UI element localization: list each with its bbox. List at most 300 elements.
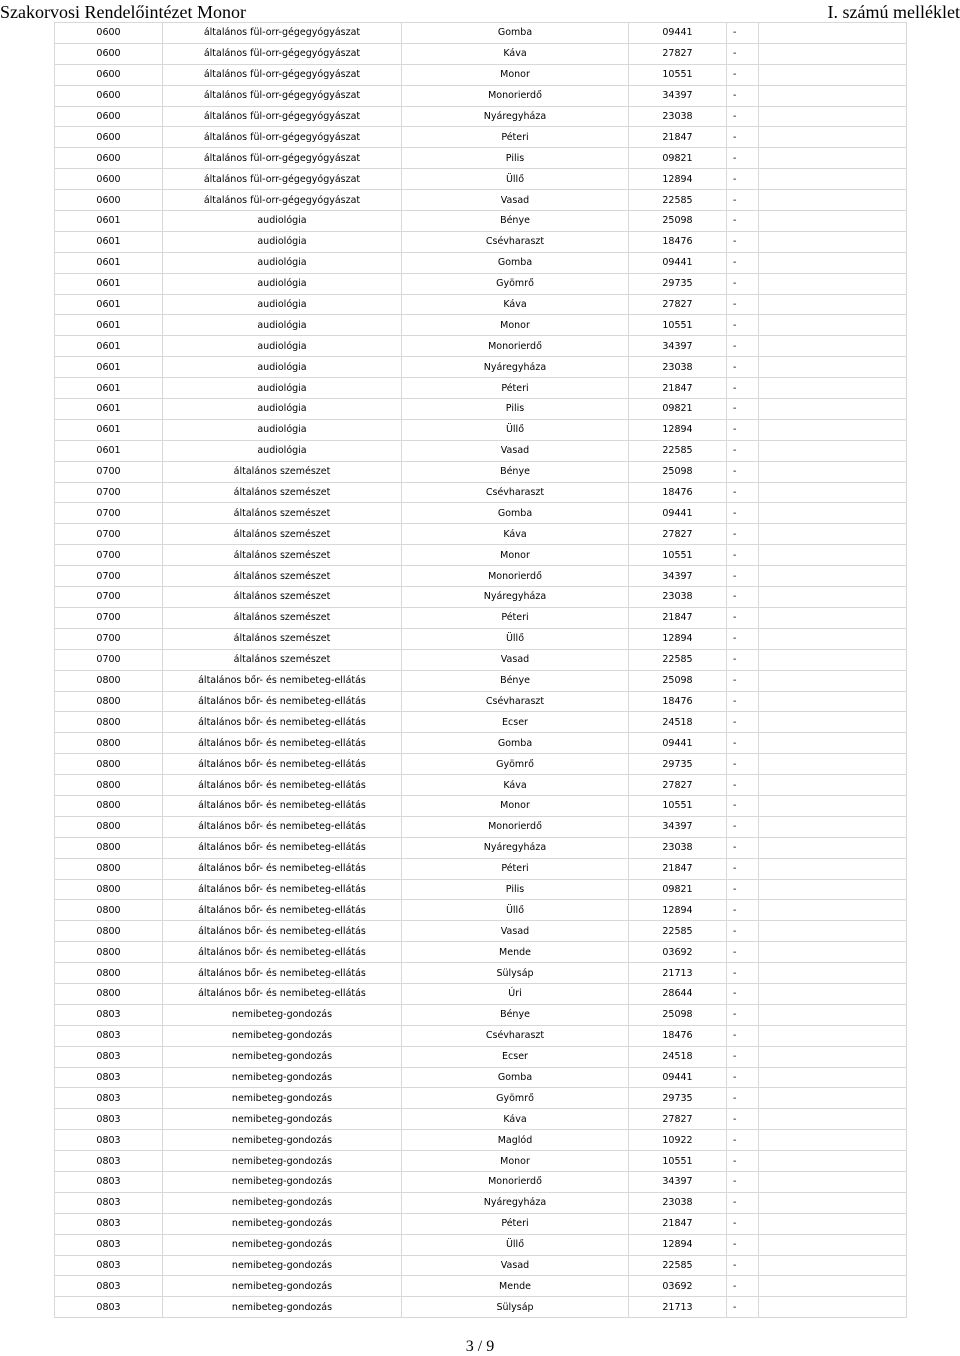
town-code-cell: 25098 <box>629 1004 727 1025</box>
table-row <box>55 419 907 440</box>
town-cell: Üllő <box>402 1234 629 1255</box>
service-code-cell: 0700 <box>55 628 163 649</box>
specialty-cell: általános bőr- és nemibeteg-ellátás <box>163 963 402 984</box>
empty-cell <box>759 963 907 984</box>
specialty-cell: általános bőr- és nemibeteg-ellátás <box>163 900 402 921</box>
specialty-cell: általános szemészet <box>163 566 402 587</box>
table-row <box>55 399 907 420</box>
dash-cell: - <box>727 190 759 211</box>
dash-cell: - <box>727 1255 759 1276</box>
table-row <box>55 733 907 754</box>
service-code-cell: 0803 <box>55 1130 163 1151</box>
table-row <box>55 942 907 963</box>
table-row <box>55 963 907 984</box>
specialty-cell: általános bőr- és nemibeteg-ellátás <box>163 795 402 816</box>
table-row <box>55 775 907 796</box>
town-code-cell: 12894 <box>629 169 727 190</box>
dash-cell: - <box>727 378 759 399</box>
town-code-cell: 10551 <box>629 545 727 566</box>
specialty-cell: nemibeteg-gondozás <box>163 1151 402 1172</box>
specialty-cell: nemibeteg-gondozás <box>163 1171 402 1192</box>
dash-cell: - <box>727 587 759 608</box>
dash-cell: - <box>727 1192 759 1213</box>
specialty-cell: nemibeteg-gondozás <box>163 1297 402 1318</box>
empty-cell <box>759 23 907 44</box>
specialty-cell: általános bőr- és nemibeteg-ellátás <box>163 712 402 733</box>
town-code-cell: 23038 <box>629 837 727 858</box>
specialty-cell: általános bőr- és nemibeteg-ellátás <box>163 858 402 879</box>
empty-cell <box>759 691 907 712</box>
empty-cell <box>759 252 907 273</box>
empty-cell <box>759 607 907 628</box>
dash-cell: - <box>727 211 759 232</box>
town-code-cell: 10922 <box>629 1130 727 1151</box>
town-cell: Gomba <box>402 252 629 273</box>
empty-cell <box>759 942 907 963</box>
specialty-cell: általános szemészet <box>163 461 402 482</box>
town-code-cell: 10551 <box>629 64 727 85</box>
empty-cell <box>759 336 907 357</box>
service-code-cell: 0800 <box>55 921 163 942</box>
town-cell: Ecser <box>402 712 629 733</box>
town-cell: Péteri <box>402 378 629 399</box>
town-code-cell: 23038 <box>629 587 727 608</box>
town-code-cell: 21847 <box>629 1213 727 1234</box>
specialty-cell: általános bőr- és nemibeteg-ellátás <box>163 879 402 900</box>
town-code-cell: 27827 <box>629 294 727 315</box>
town-code-cell: 09441 <box>629 1067 727 1088</box>
dash-cell: - <box>727 315 759 336</box>
service-code-cell: 0800 <box>55 837 163 858</box>
empty-cell <box>759 43 907 64</box>
specialty-cell: nemibeteg-gondozás <box>163 1088 402 1109</box>
dash-cell: - <box>727 127 759 148</box>
service-code-cell: 0800 <box>55 858 163 879</box>
table-row <box>55 1171 907 1192</box>
table-row <box>55 252 907 273</box>
specialty-cell: általános fül-orr-gégegyógyászat <box>163 127 402 148</box>
service-code-cell: 0803 <box>55 1004 163 1025</box>
table-row <box>55 1109 907 1130</box>
table-row <box>55 190 907 211</box>
table-row <box>55 607 907 628</box>
town-code-cell: 25098 <box>629 670 727 691</box>
empty-cell <box>759 211 907 232</box>
service-code-cell: 0800 <box>55 816 163 837</box>
table-row <box>55 1067 907 1088</box>
table-row <box>55 211 907 232</box>
service-code-cell: 0601 <box>55 378 163 399</box>
table-row <box>55 169 907 190</box>
dash-cell: - <box>727 1004 759 1025</box>
town-code-cell: 29735 <box>629 273 727 294</box>
town-code-cell: 18476 <box>629 231 727 252</box>
service-code-cell: 0600 <box>55 169 163 190</box>
specialty-cell: általános szemészet <box>163 545 402 566</box>
institution-name: Szakorvosi Rendelőintézet Monor <box>0 2 246 22</box>
specialty-cell: általános szemészet <box>163 503 402 524</box>
empty-cell <box>759 315 907 336</box>
service-code-cell: 0800 <box>55 754 163 775</box>
service-code-cell: 0800 <box>55 900 163 921</box>
town-code-cell: 23038 <box>629 106 727 127</box>
specialty-cell: audiológia <box>163 399 402 420</box>
town-cell: Bénye <box>402 1004 629 1025</box>
empty-cell <box>759 775 907 796</box>
town-code-cell: 21847 <box>629 378 727 399</box>
specialty-cell: audiológia <box>163 357 402 378</box>
dash-cell: - <box>727 858 759 879</box>
dash-cell: - <box>727 1171 759 1192</box>
town-code-cell: 12894 <box>629 628 727 649</box>
service-code-cell: 0600 <box>55 23 163 44</box>
town-code-cell: 09441 <box>629 23 727 44</box>
table-row <box>55 691 907 712</box>
service-code-cell: 0600 <box>55 127 163 148</box>
table-row <box>55 1276 907 1297</box>
specialty-cell: általános szemészet <box>163 482 402 503</box>
empty-cell <box>759 983 907 1004</box>
table-row <box>55 231 907 252</box>
town-code-cell: 34397 <box>629 566 727 587</box>
table-row <box>55 378 907 399</box>
dash-cell: - <box>727 231 759 252</box>
town-code-cell: 22585 <box>629 440 727 461</box>
table-row <box>55 357 907 378</box>
table-row <box>55 649 907 670</box>
town-code-cell: 29735 <box>629 1088 727 1109</box>
empty-cell <box>759 837 907 858</box>
specialty-cell: nemibeteg-gondozás <box>163 1025 402 1046</box>
table-row <box>55 23 907 44</box>
town-cell: Péteri <box>402 858 629 879</box>
town-cell: Gomba <box>402 503 629 524</box>
table-row <box>55 879 907 900</box>
service-code-cell: 0803 <box>55 1109 163 1130</box>
empty-cell <box>759 816 907 837</box>
dash-cell: - <box>727 1046 759 1067</box>
town-cell: Monorierdő <box>402 566 629 587</box>
town-cell: Gyömrő <box>402 754 629 775</box>
service-code-cell: 0600 <box>55 106 163 127</box>
table-row <box>55 64 907 85</box>
town-cell: Ecser <box>402 1046 629 1067</box>
empty-cell <box>759 169 907 190</box>
page-header <box>0 0 960 20</box>
empty-cell <box>759 482 907 503</box>
table-row <box>55 336 907 357</box>
town-cell: Monor <box>402 795 629 816</box>
specialty-cell: nemibeteg-gondozás <box>163 1255 402 1276</box>
town-cell: Vasad <box>402 190 629 211</box>
table-row <box>55 1088 907 1109</box>
table-row <box>55 1297 907 1318</box>
dash-cell: - <box>727 879 759 900</box>
town-cell: Csévharaszt <box>402 231 629 252</box>
service-code-cell: 0803 <box>55 1213 163 1234</box>
town-cell: Pilis <box>402 879 629 900</box>
dash-cell: - <box>727 691 759 712</box>
specialty-cell: általános szemészet <box>163 628 402 649</box>
town-code-cell: 21847 <box>629 127 727 148</box>
specialty-cell: általános bőr- és nemibeteg-ellátás <box>163 691 402 712</box>
dash-cell: - <box>727 294 759 315</box>
town-code-cell: 23038 <box>629 1192 727 1213</box>
dash-cell: - <box>727 1151 759 1172</box>
table-row <box>55 1004 907 1025</box>
service-code-cell: 0601 <box>55 315 163 336</box>
table-row <box>55 294 907 315</box>
empty-cell <box>759 545 907 566</box>
service-code-cell: 0800 <box>55 983 163 1004</box>
table-row <box>55 440 907 461</box>
dash-cell: - <box>727 23 759 44</box>
empty-cell <box>759 440 907 461</box>
town-code-cell: 22585 <box>629 921 727 942</box>
specialty-cell: nemibeteg-gondozás <box>163 1046 402 1067</box>
empty-cell <box>759 1109 907 1130</box>
town-code-cell: 28644 <box>629 983 727 1004</box>
town-code-cell: 09441 <box>629 733 727 754</box>
table-row <box>55 1025 907 1046</box>
dash-cell: - <box>727 942 759 963</box>
service-code-cell: 0803 <box>55 1297 163 1318</box>
specialty-cell: audiológia <box>163 231 402 252</box>
town-code-cell: 09441 <box>629 252 727 273</box>
service-code-cell: 0800 <box>55 733 163 754</box>
empty-cell <box>759 1171 907 1192</box>
town-cell: Monorierdő <box>402 85 629 106</box>
table-row <box>55 1234 907 1255</box>
service-code-cell: 0600 <box>55 85 163 106</box>
table-row <box>55 1192 907 1213</box>
town-code-cell: 24518 <box>629 712 727 733</box>
empty-cell <box>759 190 907 211</box>
town-cell: Káva <box>402 524 629 545</box>
specialty-cell: általános fül-orr-gégegyógyászat <box>163 169 402 190</box>
table-row <box>55 858 907 879</box>
table-row <box>55 1130 907 1151</box>
town-cell: Vasad <box>402 649 629 670</box>
empty-cell <box>759 524 907 545</box>
specialty-cell: általános fül-orr-gégegyógyászat <box>163 64 402 85</box>
town-code-cell: 25098 <box>629 211 727 232</box>
service-code-cell: 0700 <box>55 607 163 628</box>
town-code-cell: 22585 <box>629 190 727 211</box>
town-code-cell: 18476 <box>629 691 727 712</box>
dash-cell: - <box>727 273 759 294</box>
table-row <box>55 524 907 545</box>
service-code-cell: 0800 <box>55 691 163 712</box>
town-cell: Pilis <box>402 399 629 420</box>
town-code-cell: 12894 <box>629 900 727 921</box>
specialty-cell: nemibeteg-gondozás <box>163 1067 402 1088</box>
town-code-cell: 27827 <box>629 524 727 545</box>
service-code-cell: 0700 <box>55 503 163 524</box>
service-code-cell: 0601 <box>55 294 163 315</box>
dash-cell: - <box>727 1067 759 1088</box>
specialty-cell: általános bőr- és nemibeteg-ellátás <box>163 775 402 796</box>
service-code-cell: 0700 <box>55 649 163 670</box>
dash-cell: - <box>727 64 759 85</box>
table-row <box>55 754 907 775</box>
dash-cell: - <box>727 1109 759 1130</box>
dash-cell: - <box>727 733 759 754</box>
town-cell: Sülysáp <box>402 1297 629 1318</box>
empty-cell <box>759 566 907 587</box>
specialty-cell: általános bőr- és nemibeteg-ellátás <box>163 670 402 691</box>
empty-cell <box>759 1088 907 1109</box>
town-cell: Péteri <box>402 607 629 628</box>
town-code-cell: 21713 <box>629 963 727 984</box>
dash-cell: - <box>727 566 759 587</box>
empty-cell <box>759 879 907 900</box>
town-cell: Üllő <box>402 169 629 190</box>
dash-cell: - <box>727 399 759 420</box>
town-cell: Vasad <box>402 921 629 942</box>
service-table-body <box>55 23 907 1318</box>
empty-cell <box>759 294 907 315</box>
annex-title: I. számú melléklet <box>827 2 960 22</box>
specialty-cell: általános szemészet <box>163 607 402 628</box>
table-row <box>55 273 907 294</box>
dash-cell: - <box>727 545 759 566</box>
service-code-cell: 0803 <box>55 1234 163 1255</box>
table-row <box>55 315 907 336</box>
service-code-cell: 0803 <box>55 1025 163 1046</box>
empty-cell <box>759 399 907 420</box>
table-row <box>55 983 907 1004</box>
table-row <box>55 795 907 816</box>
dash-cell: - <box>727 106 759 127</box>
town-code-cell: 34397 <box>629 85 727 106</box>
town-cell: Csévharaszt <box>402 1025 629 1046</box>
dash-cell: - <box>727 1297 759 1318</box>
town-code-cell: 09441 <box>629 503 727 524</box>
dash-cell: - <box>727 1130 759 1151</box>
dash-cell: - <box>727 85 759 106</box>
specialty-cell: audiológia <box>163 419 402 440</box>
dash-cell: - <box>727 754 759 775</box>
table-row <box>55 148 907 169</box>
specialty-cell: nemibeteg-gondozás <box>163 1004 402 1025</box>
town-code-cell: 21713 <box>629 1297 727 1318</box>
table-row <box>55 566 907 587</box>
town-cell: Monor <box>402 64 629 85</box>
service-code-cell: 0601 <box>55 336 163 357</box>
specialty-cell: általános bőr- és nemibeteg-ellátás <box>163 733 402 754</box>
service-code-cell: 0601 <box>55 252 163 273</box>
empty-cell <box>759 1276 907 1297</box>
town-cell: Gomba <box>402 1067 629 1088</box>
town-code-cell: 03692 <box>629 942 727 963</box>
specialty-cell: általános fül-orr-gégegyógyászat <box>163 148 402 169</box>
town-cell: Monorierdő <box>402 336 629 357</box>
town-code-cell: 10551 <box>629 795 727 816</box>
dash-cell: - <box>727 816 759 837</box>
dash-cell: - <box>727 795 759 816</box>
specialty-cell: általános fül-orr-gégegyógyászat <box>163 23 402 44</box>
service-code-cell: 0700 <box>55 566 163 587</box>
empty-cell <box>759 733 907 754</box>
specialty-cell: nemibeteg-gondozás <box>163 1213 402 1234</box>
empty-cell <box>759 85 907 106</box>
service-code-cell: 0600 <box>55 148 163 169</box>
service-code-cell: 0700 <box>55 545 163 566</box>
table-row <box>55 1046 907 1067</box>
service-code-cell: 0803 <box>55 1171 163 1192</box>
dash-cell: - <box>727 419 759 440</box>
empty-cell <box>759 357 907 378</box>
town-cell: Maglód <box>402 1130 629 1151</box>
town-cell: Péteri <box>402 127 629 148</box>
table-row <box>55 503 907 524</box>
specialty-cell: audiológia <box>163 273 402 294</box>
town-cell: Bénye <box>402 670 629 691</box>
town-code-cell: 27827 <box>629 43 727 64</box>
empty-cell <box>759 378 907 399</box>
dash-cell: - <box>727 649 759 670</box>
service-code-cell: 0800 <box>55 879 163 900</box>
town-cell: Vasad <box>402 440 629 461</box>
service-code-cell: 0803 <box>55 1192 163 1213</box>
town-cell: Monor <box>402 545 629 566</box>
specialty-cell: általános bőr- és nemibeteg-ellátás <box>163 754 402 775</box>
empty-cell <box>759 670 907 691</box>
table-row <box>55 1213 907 1234</box>
town-code-cell: 21847 <box>629 858 727 879</box>
service-code-cell: 0800 <box>55 963 163 984</box>
town-cell: Csévharaszt <box>402 482 629 503</box>
town-cell: Üllő <box>402 900 629 921</box>
town-code-cell: 27827 <box>629 775 727 796</box>
table-row <box>55 545 907 566</box>
specialty-cell: általános bőr- és nemibeteg-ellátás <box>163 816 402 837</box>
service-code-cell: 0600 <box>55 43 163 64</box>
town-code-cell: 21847 <box>629 607 727 628</box>
table-row <box>55 587 907 608</box>
empty-cell <box>759 1004 907 1025</box>
dash-cell: - <box>727 252 759 273</box>
specialty-cell: audiológia <box>163 440 402 461</box>
empty-cell <box>759 628 907 649</box>
town-cell: Pilis <box>402 148 629 169</box>
empty-cell <box>759 1297 907 1318</box>
service-code-cell: 0601 <box>55 440 163 461</box>
town-cell: Mende <box>402 1276 629 1297</box>
specialty-cell: általános bőr- és nemibeteg-ellátás <box>163 837 402 858</box>
empty-cell <box>759 1130 907 1151</box>
dash-cell: - <box>727 628 759 649</box>
table-row <box>55 106 907 127</box>
town-code-cell: 22585 <box>629 1255 727 1276</box>
dash-cell: - <box>727 775 759 796</box>
service-code-cell: 0601 <box>55 231 163 252</box>
service-code-cell: 0600 <box>55 190 163 211</box>
table-row <box>55 816 907 837</box>
page-number: 3 / 9 <box>465 1338 495 1355</box>
empty-cell <box>759 1255 907 1276</box>
town-cell: Bénye <box>402 461 629 482</box>
dash-cell: - <box>727 963 759 984</box>
dash-cell: - <box>727 1213 759 1234</box>
table-row <box>55 712 907 733</box>
service-code-cell: 0601 <box>55 211 163 232</box>
town-cell: Péteri <box>402 1213 629 1234</box>
town-cell: Nyáregyháza <box>402 357 629 378</box>
specialty-cell: nemibeteg-gondozás <box>163 1234 402 1255</box>
town-code-cell: 12894 <box>629 1234 727 1255</box>
